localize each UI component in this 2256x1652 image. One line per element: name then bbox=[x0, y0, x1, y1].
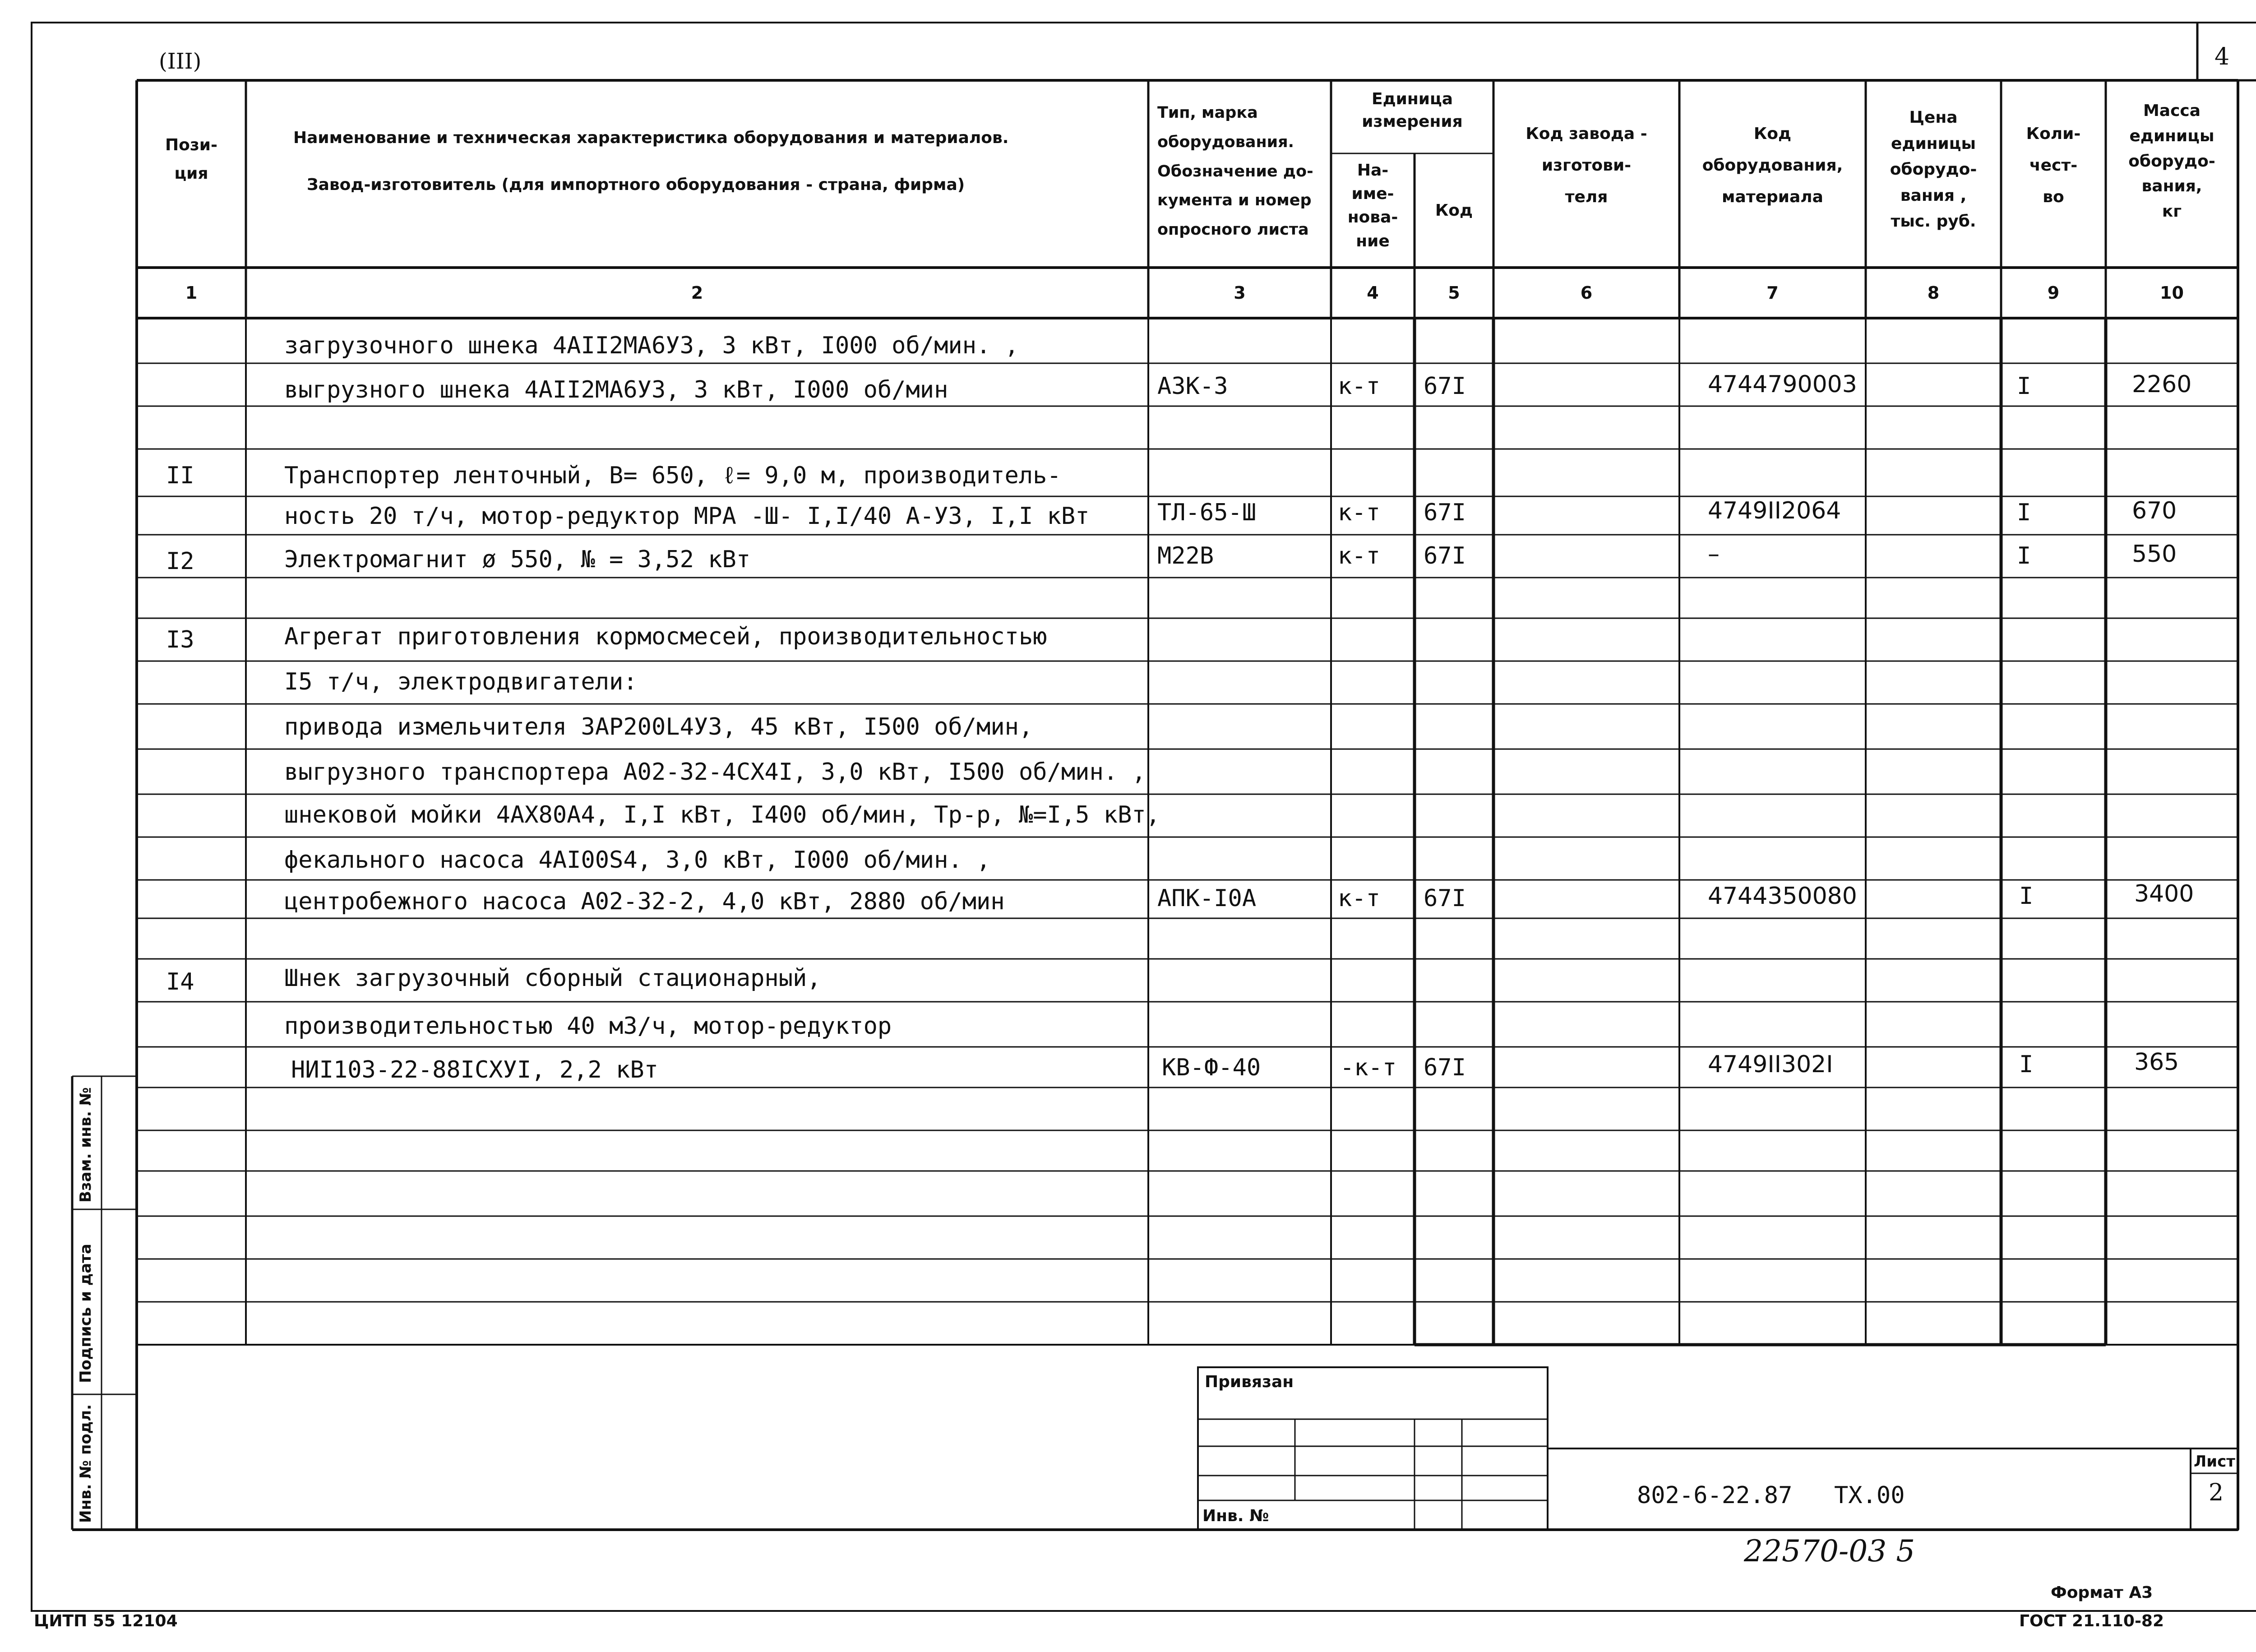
header-unit-name: На- име- нова- ние bbox=[1347, 161, 1398, 250]
table-row-name: фекального насоса 4АI00S4, 3,0 кВт, I000 об/мин. , bbox=[284, 847, 991, 874]
header-unit-code: Код bbox=[1435, 201, 1473, 220]
document-suffix: ТХ.00 bbox=[1834, 1482, 1905, 1509]
publisher-code: ЦИТП 55 12104 bbox=[34, 1612, 178, 1630]
column-number: 5 bbox=[1448, 283, 1460, 303]
table-row-quantity: I bbox=[2017, 542, 2031, 569]
table-row-name: производительностью 40 м3/ч, мотор-редуктор bbox=[284, 1013, 892, 1040]
table-row-unit: к-т bbox=[1338, 542, 1380, 569]
table-row-equipment-code: 4749II2064 bbox=[1708, 497, 1841, 524]
table-row-type: М22В bbox=[1157, 542, 1214, 569]
table-row-name: шнековой мойки 4АХ80А4, I,I кВт, I400 об/мин, Тр-р, №=I,5 кВт, bbox=[284, 801, 1160, 828]
signature-date-label: Подпись и дата bbox=[77, 1244, 95, 1383]
table-row-name: выгрузного транспортера А02-32-4СХ4I, 3,0 кВт, I500 об/мин. , bbox=[284, 759, 1146, 786]
table-row-quantity: I bbox=[2019, 1051, 2034, 1078]
column-number: 3 bbox=[1234, 283, 1246, 303]
column-number: 4 bbox=[1367, 283, 1379, 303]
sheet-label: Лист bbox=[2194, 1453, 2235, 1471]
table-row-code: 67I bbox=[1424, 542, 1466, 569]
table-row-name: НИI103-22-88IСХУI, 2,2 кВт bbox=[291, 1056, 658, 1083]
table-row-unit: -к-т bbox=[1340, 1054, 1397, 1081]
inventory-number-label: Инв. № bbox=[1202, 1507, 1269, 1525]
table-row-type: КВ-Ф-40 bbox=[1162, 1054, 1261, 1081]
sheet-corner-number: 4 bbox=[2214, 43, 2230, 70]
table-row-name: выгрузного шнека 4АII2МА6У3, 3 кВт, I000 об/мин bbox=[284, 376, 948, 403]
table-row-unit: к-т bbox=[1338, 885, 1380, 912]
table-row-unit: к-т bbox=[1338, 499, 1380, 526]
section-marker: (III) bbox=[159, 49, 202, 74]
table-row-code: 67I bbox=[1424, 1054, 1466, 1081]
table-row-mass: 365 bbox=[2134, 1049, 2179, 1076]
header-name: Наименование и техническая характеристика оборудования и материалов. Завод-изготовитель (для импортного оборудования - страна, фирма) bbox=[293, 129, 1009, 194]
column-number: 9 bbox=[2047, 283, 2060, 303]
table-row-type: АЗК-3 bbox=[1157, 373, 1228, 400]
header-position: Пози- ция bbox=[165, 136, 217, 183]
table-row-name: I5 т/ч, электродвигатели: bbox=[284, 668, 638, 695]
column-number: 6 bbox=[1580, 283, 1593, 303]
table-row-quantity: I bbox=[2017, 499, 2031, 526]
table-row-unit: к-т bbox=[1338, 373, 1380, 400]
document-code: 802-6-22.87 bbox=[1637, 1482, 1793, 1509]
table-row-position: I4 bbox=[166, 968, 194, 995]
table-row-name: центробежного насоса А02-32-2, 4,0 кВт, 2880 об/мин bbox=[284, 888, 1005, 915]
table-row-type: АПК-I0А bbox=[1157, 885, 1257, 912]
table-row-name: ность 20 т/ч, мотор-редуктор МРА -Ш- I,I/40 А-У3, I,I кВт bbox=[284, 503, 1090, 530]
header-mass: Масса единицы оборудо- вания, кг bbox=[2128, 102, 2215, 221]
table-row-name: Шнек загрузочный сборный стационарный, bbox=[284, 965, 821, 992]
table-row-equipment-code: 4744350080 bbox=[1708, 883, 1857, 910]
handwritten-number: 22570-03 5 bbox=[1744, 1534, 1915, 1569]
sheet-number: 2 bbox=[2209, 1479, 2224, 1506]
table-row-code: 67I bbox=[1424, 499, 1466, 526]
table-row-quantity: I bbox=[2017, 373, 2031, 400]
table-row-position: II bbox=[166, 462, 194, 489]
table-row-mass: 550 bbox=[2132, 541, 2177, 568]
header-price: Цена единицы оборудо- вания , тыс. руб. bbox=[1890, 108, 1977, 231]
table-row-position: I2 bbox=[166, 548, 194, 575]
table-row-quantity: I bbox=[2019, 883, 2034, 910]
header-type: Тип, марка оборудования. Обозначение до- кумента и номер опросного листа bbox=[1157, 104, 1313, 239]
format-label: Формат А3 bbox=[2051, 1583, 2153, 1602]
header-quantity: Коли- чест- во bbox=[2026, 125, 2081, 207]
column-number: 7 bbox=[1766, 283, 1779, 303]
column-number: 1 bbox=[185, 283, 198, 303]
table-row-code: 67I bbox=[1424, 885, 1466, 912]
header-factory-code: Код завода - изготови- теля bbox=[1526, 125, 1647, 207]
table-row-equipment-code: 4749II302I bbox=[1708, 1051, 1833, 1078]
gost-label: ГОСТ 21.110-82 bbox=[2019, 1612, 2164, 1630]
table-row-position: I3 bbox=[166, 626, 194, 653]
table-row-equipment-code: 4744790003 bbox=[1708, 371, 1857, 398]
table-row-type: ТЛ-65-Ш bbox=[1157, 499, 1257, 526]
table-row-mass: 670 bbox=[2132, 497, 2177, 524]
table-row-name: Транспортер ленточный, В= 650, ℓ= 9,0 м, производитель- bbox=[284, 462, 1061, 489]
table-row-name: привода измельчителя 3АР200L4У3, 45 кВт, I500 об/мин, bbox=[284, 713, 1033, 740]
original-inventory-label: Инв. № подл. bbox=[77, 1404, 95, 1523]
column-number: 8 bbox=[1927, 283, 1940, 303]
table-row-name: Электромагнит ø 550, № = 3,52 кВт bbox=[284, 546, 751, 573]
header-equipment-code: Код оборудования, материала bbox=[1702, 125, 1843, 207]
attached-label: Привязан bbox=[1205, 1373, 1294, 1391]
table-row-equipment-code: – bbox=[1708, 541, 1720, 568]
table-row-code: 67I bbox=[1424, 373, 1466, 400]
table-row-name: Агрегат приготовления кормосмесей, производительностью bbox=[284, 623, 1047, 650]
table-row-mass: 2260 bbox=[2132, 371, 2192, 398]
header-unit-group: Единица измерения bbox=[1362, 90, 1463, 131]
table-row-mass: 3400 bbox=[2134, 880, 2194, 907]
column-number: 10 bbox=[2160, 283, 2184, 303]
column-number: 2 bbox=[691, 283, 703, 303]
replaced-inventory-label: Взам. инв. № bbox=[77, 1087, 95, 1203]
table-row-name: загрузочного шнека 4АII2МА6У3, 3 кВт, I000 об/мин. , bbox=[284, 332, 1019, 359]
